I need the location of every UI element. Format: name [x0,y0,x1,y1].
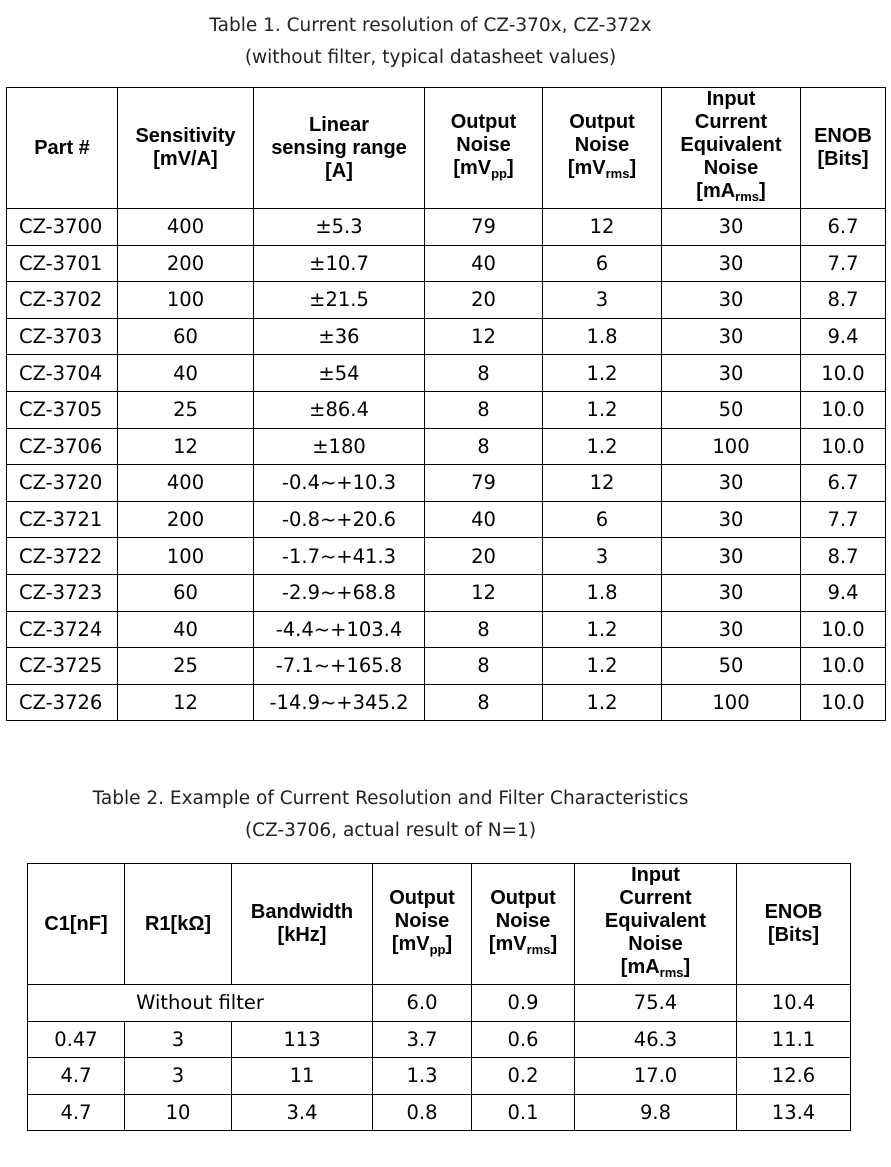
cell-noise-rms: 1.8 [543,318,662,355]
cell-noise-rms: 0.6 [472,1021,575,1058]
cell-enob: 6.7 [801,209,886,246]
cell-noise-pp: 8 [425,355,543,392]
cell-range: ±10.7 [254,245,425,282]
cell-noise-pp: 1.3 [373,1058,472,1095]
cell-enob: 10.0 [801,648,886,685]
cell-range: -7.1~+165.8 [254,648,425,685]
cell-noise-pp: 12 [425,318,543,355]
cell-noise-rms: 1.8 [543,574,662,611]
cell-input-noise: 75.4 [575,985,737,1022]
cell-noise-pp: 0.8 [373,1094,472,1131]
cell-noise-rms: 1.2 [543,648,662,685]
cell-range: ±54 [254,355,425,392]
cell-noise-rms: 3 [543,282,662,319]
cell-enob: 9.4 [801,318,886,355]
cell-range: ±180 [254,428,425,465]
header-enob: ENOB [Bits] [737,864,851,985]
cell-noise-rms: 1.2 [543,611,662,648]
cell-sensitivity: 100 [118,282,254,319]
cell-input-noise: 30 [662,282,801,319]
table2-header-row [28,864,851,985]
table-row [7,465,886,502]
table-row [7,501,886,538]
cell-enob: 10.0 [801,684,886,721]
header-input-current-noise: Input Current Equivalent Noise $[mA_{rms}]$ [575,864,737,985]
cell-enob: 8.7 [801,538,886,575]
cell-part: CZ-3702 [7,282,118,319]
cell-noise-rms: 1.2 [543,684,662,721]
cell-range: ±21.5 [254,282,425,319]
header-c1: C1[nF] [28,864,125,985]
cell-noise-pp: 6.0 [373,985,472,1022]
cell-part: CZ-3721 [7,501,118,538]
table-row [7,245,886,282]
cell-part: CZ-3703 [7,318,118,355]
cell-noise-pp: 79 [425,465,543,502]
table1-header-row [7,88,886,209]
table-row [28,1021,851,1058]
cell-sensitivity: 400 [118,209,254,246]
header-output-noise-pp: Output Noise $[mV_{pp}]$ [425,88,543,209]
cell-input-noise: 30 [662,318,801,355]
cell-sensitivity: 200 [118,501,254,538]
cell-sensitivity: 60 [118,574,254,611]
cell-input-noise: 100 [662,428,801,465]
header-input-current-noise: Input Current Equivalent Noise $[mA_{rms}]$ [662,88,801,209]
cell-sensitivity: 100 [118,538,254,575]
cell-input-noise: 30 [662,574,801,611]
cell-noise-rms: 1.2 [543,428,662,465]
header-output-noise-rms: Output Noise $[mV_{rms}]$ [472,864,575,985]
header-r1: R1[kΩ] [125,864,232,985]
cell-part: CZ-3722 [7,538,118,575]
table-row [7,611,886,648]
cell-input-noise: 100 [662,684,801,721]
table-row [7,648,886,685]
cell-sensitivity: 25 [118,391,254,428]
cell-enob: 12.6 [737,1058,851,1095]
cell-input-noise: 17.0 [575,1058,737,1095]
cell-noise-pp: 8 [425,611,543,648]
cell-input-noise: 30 [662,501,801,538]
cell-enob: 10.0 [801,355,886,392]
table-row [7,684,886,721]
cell-noise-pp: 8 [425,391,543,428]
cell-part: CZ-3706 [7,428,118,465]
table2-caption [0,783,836,847]
table-row [28,1058,851,1095]
cell-noise-rms: 6 [543,501,662,538]
cell-part: CZ-3700 [7,209,118,246]
cell-input-noise: 30 [662,245,801,282]
cell-part: CZ-3726 [7,684,118,721]
cell-range: -1.7~+41.3 [254,538,425,575]
cell-range: ±36 [254,318,425,355]
table-row [7,538,886,575]
table-row [7,391,886,428]
cell-range: ±86.4 [254,391,425,428]
cell-range: -14.9~+345.2 [254,684,425,721]
cell-noise-pp: 8 [425,428,543,465]
header-part: Part # [7,88,118,209]
cell-noise-pp: 20 [425,538,543,575]
cell-input-noise: 50 [662,648,801,685]
table-row-without-filter [28,985,851,1022]
cell-r1: 3 [125,1021,232,1058]
cell-range: -0.4~+10.3 [254,465,425,502]
cell-noise-pp: 12 [425,574,543,611]
table1 [6,87,886,721]
header-output-noise-pp: Output Noise $[mV_{pp}]$ [373,864,472,985]
table-row [7,209,886,246]
header-bandwidth: Bandwidth [kHz] [232,864,373,985]
cell-input-noise: 30 [662,611,801,648]
cell-noise-rms: 0.9 [472,985,575,1022]
cell-sensitivity: 40 [118,355,254,392]
table2 [27,863,851,1131]
cell-enob: 13.4 [737,1094,851,1131]
header-output-noise-rms: Output Noise $[mV_{rms}]$ [543,88,662,209]
cell-without-filter-label: Without filter [28,985,373,1022]
cell-noise-pp: 8 [425,684,543,721]
table1-caption [0,10,876,74]
table1-caption-line2: (without filter, typical datasheet values) [244,47,617,68]
header-sensitivity: Sensitivity [mV/A] [118,88,254,209]
cell-part: CZ-3723 [7,574,118,611]
cell-r1: 10 [125,1094,232,1131]
cell-part: CZ-3705 [7,391,118,428]
header-enob: ENOB [Bits] [801,88,886,209]
cell-input-noise: 9.8 [575,1094,737,1131]
cell-noise-rms: 12 [543,465,662,502]
cell-noise-rms: 0.2 [472,1058,575,1095]
cell-bandwidth: 113 [232,1021,373,1058]
header-linear-range: Linear sensing range [A] [254,88,425,209]
cell-noise-pp: 8 [425,648,543,685]
cell-enob: 6.7 [801,465,886,502]
cell-sensitivity: 25 [118,648,254,685]
cell-range: ±5.3 [254,209,425,246]
cell-r1: 3 [125,1058,232,1095]
cell-noise-pp: 40 [425,501,543,538]
cell-sensitivity: 40 [118,611,254,648]
table-row [7,282,886,319]
cell-part: CZ-3704 [7,355,118,392]
cell-enob: 10.4 [737,985,851,1022]
cell-c1: 0.47 [28,1021,125,1058]
cell-part: CZ-3724 [7,611,118,648]
cell-enob: 7.7 [801,501,886,538]
cell-bandwidth: 11 [232,1058,373,1095]
cell-part: CZ-3720 [7,465,118,502]
cell-input-noise: 30 [662,355,801,392]
cell-noise-pp: 3.7 [373,1021,472,1058]
table-row [7,428,886,465]
cell-input-noise: 30 [662,538,801,575]
table-row [7,574,886,611]
cell-enob: 7.7 [801,245,886,282]
cell-c1: 4.7 [28,1094,125,1131]
cell-enob: 9.4 [801,574,886,611]
cell-enob: 10.0 [801,391,886,428]
cell-noise-rms: 6 [543,245,662,282]
cell-noise-rms: 1.2 [543,355,662,392]
table2-caption-line2: (CZ-3706, actual result of N=1) [244,820,537,841]
cell-noise-pp: 20 [425,282,543,319]
cell-bandwidth: 3.4 [232,1094,373,1131]
cell-range: -0.8~+20.6 [254,501,425,538]
cell-noise-rms: 12 [543,209,662,246]
cell-sensitivity: 60 [118,318,254,355]
table-row [28,1094,851,1131]
cell-range: -4.4~+103.4 [254,611,425,648]
table-row [7,355,886,392]
cell-noise-rms: 1.2 [543,391,662,428]
cell-noise-pp: 40 [425,245,543,282]
table1-caption-line1: Table 1. Current resolution of CZ-370x, CZ-372x [209,15,652,36]
cell-noise-rms: 0.1 [472,1094,575,1131]
cell-enob: 10.0 [801,428,886,465]
cell-enob: 8.7 [801,282,886,319]
cell-input-noise: 30 [662,209,801,246]
cell-sensitivity: 200 [118,245,254,282]
table-row [7,318,886,355]
cell-sensitivity: 400 [118,465,254,502]
cell-range: -2.9~+68.8 [254,574,425,611]
cell-noise-pp: 79 [425,209,543,246]
cell-enob: 10.0 [801,611,886,648]
cell-input-noise: 46.3 [575,1021,737,1058]
cell-part: CZ-3701 [7,245,118,282]
cell-enob: 11.1 [737,1021,851,1058]
cell-c1: 4.7 [28,1058,125,1095]
cell-part: CZ-3725 [7,648,118,685]
cell-input-noise: 30 [662,465,801,502]
cell-noise-rms: 3 [543,538,662,575]
cell-sensitivity: 12 [118,684,254,721]
cell-sensitivity: 12 [118,428,254,465]
table2-caption-line1: Table 2. Example of Current Resolution and Filter Characteristics [92,788,689,809]
cell-input-noise: 50 [662,391,801,428]
